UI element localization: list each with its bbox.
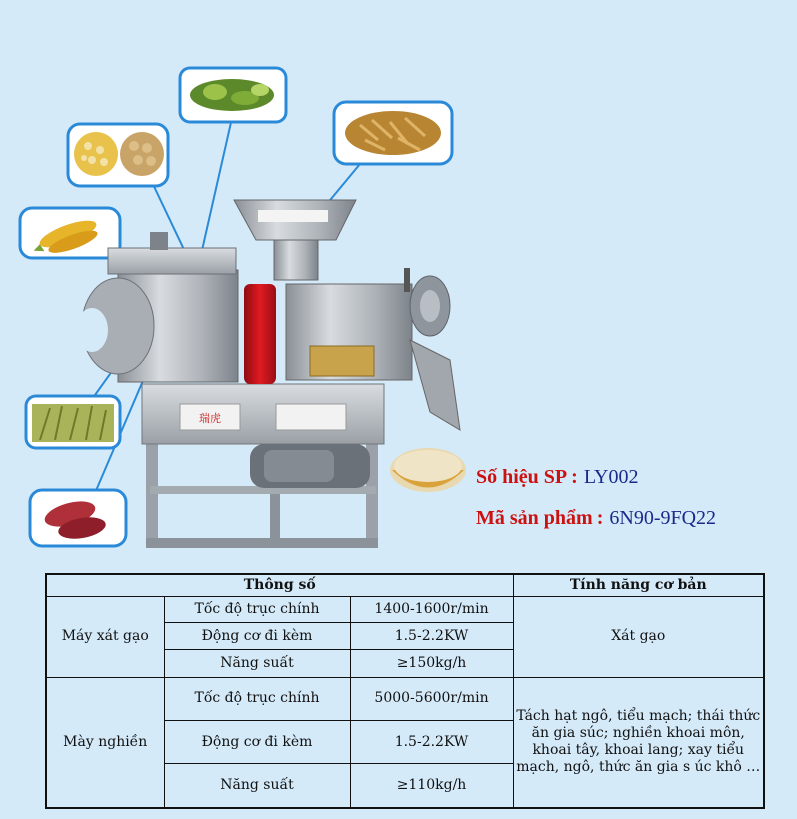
model-number-separator: : xyxy=(571,466,578,488)
feature-text: Xát gạo xyxy=(513,597,764,678)
param-value: 1.5-2.2KW xyxy=(350,720,513,763)
model-number-label: Số hiệu SP xyxy=(476,466,568,488)
corn-soybean-icon xyxy=(68,124,168,186)
table-row xyxy=(46,597,764,623)
product-code-separator: : xyxy=(596,507,604,529)
param-name: Động cơ đi kèm xyxy=(164,720,350,763)
feature-text: Tách hạt ngô, tiểu mạch; thái thức ăn gia súc; nghiền khoai môn, khoai tây, khoai lang; xay tiểu mạch, ngô, thức ăn gia s úc khô … xyxy=(513,677,764,808)
param-value: ≥110kg/h xyxy=(350,764,513,808)
rice-grain-icon xyxy=(334,102,452,164)
header-features: Tính năng cơ bản xyxy=(513,574,764,597)
spec-table xyxy=(45,573,765,809)
param-value: ≥150kg/h xyxy=(350,650,513,677)
product-code-line xyxy=(476,507,716,530)
product-code-label: Mã sản phẩm xyxy=(476,507,593,529)
group-name: Mày nghiền xyxy=(46,677,164,808)
header-params: Thông số xyxy=(46,574,513,597)
param-value: 1.5-2.2KW xyxy=(350,623,513,650)
brand-plate: 瑞虎 xyxy=(199,412,221,425)
param-name: Động cơ đi kèm xyxy=(164,623,350,650)
param-name: Tốc độ trục chính xyxy=(164,597,350,623)
param-name: Năng suất xyxy=(164,650,350,677)
machine-body xyxy=(76,200,460,548)
table-header-row xyxy=(46,574,764,597)
model-number-line xyxy=(476,466,639,489)
group-name: Máy xát gạo xyxy=(46,597,164,678)
param-name: Tốc độ trục chính xyxy=(164,677,350,720)
rice-bowl-icon xyxy=(390,448,466,492)
wheat-icon xyxy=(26,396,120,448)
vegetables-icon xyxy=(180,68,286,122)
param-name: Năng suất xyxy=(164,764,350,808)
table-row xyxy=(46,677,764,720)
product-code-value: 6N90-9FQ22 xyxy=(609,507,717,529)
param-value: 1400-1600r/min xyxy=(350,597,513,623)
param-value: 5000-5600r/min xyxy=(350,677,513,720)
model-number-value: LY002 xyxy=(583,466,639,488)
corn-cob-icon xyxy=(20,208,120,262)
sweet-potato-icon xyxy=(30,490,126,546)
